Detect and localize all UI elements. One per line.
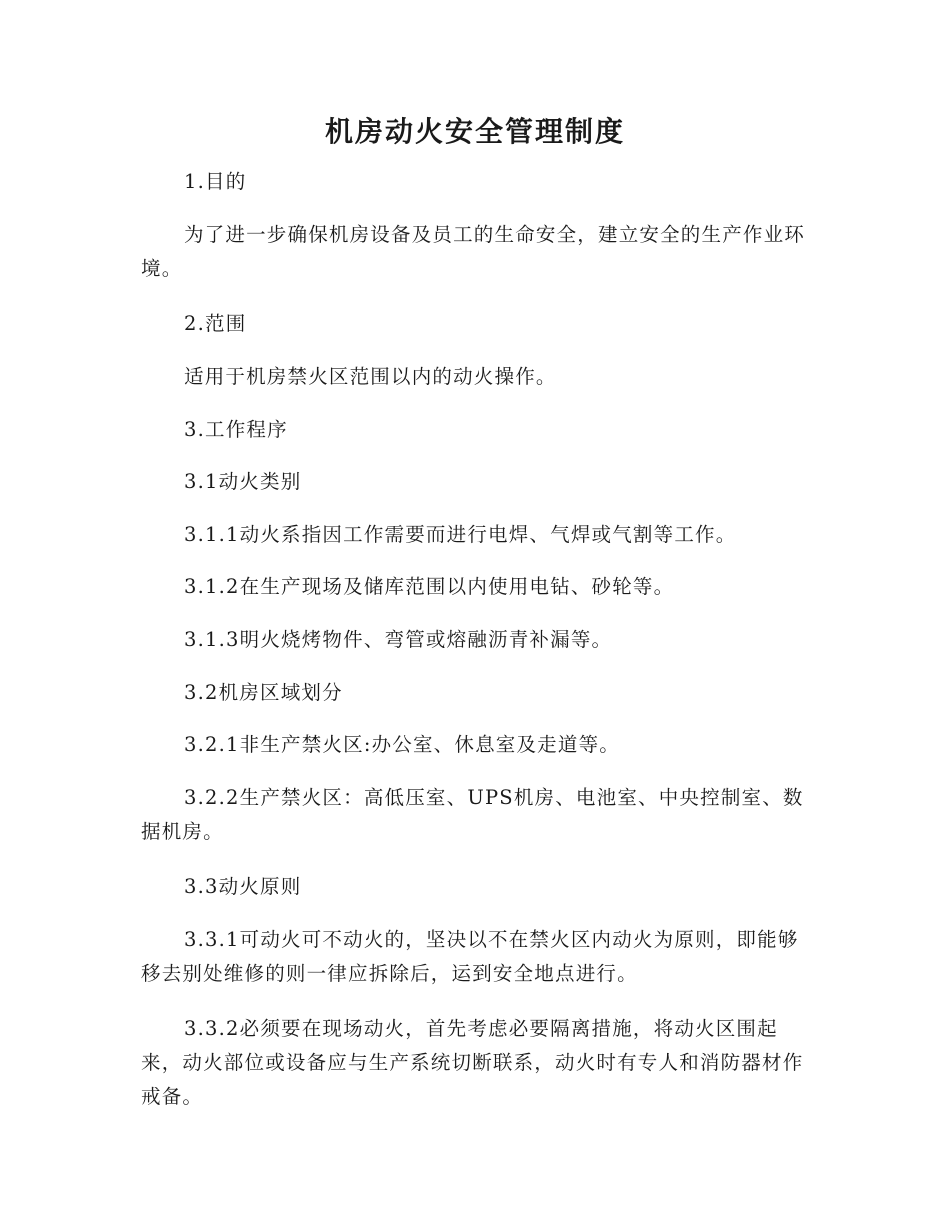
- section-heading-purpose: 1.目的: [184, 170, 247, 193]
- paragraph-3-1-3: 3.1.3明火烧烤物件、弯管或熔融沥青补漏等。: [184, 628, 613, 651]
- paragraph-3-1-1: 3.1.1动火系指因工作需要而进行电焊、气焊或气割等工作。: [184, 523, 737, 546]
- paragraph-purpose-text: 为了进一步确保机房设备及员工的生命安全，建立安全的生产作业环境。: [141, 223, 806, 280]
- document-title: 机房动火安全管理制度: [324, 115, 625, 148]
- paragraph-3-2-1: 3.2.1非生产禁火区:办公室、休息室及走道等。: [184, 733, 620, 756]
- subsection-heading-fire-types: 3.1动火类别: [184, 470, 302, 493]
- paragraph-scope-text: 适用于机房禁火区范围以内的动火操作。: [184, 365, 557, 388]
- subsection-heading-fire-principles: 3.3动火原则: [184, 875, 302, 898]
- paragraph-3-1-2: 3.1.2在生产现场及储库范围以内使用电钻、砂轮等。: [184, 575, 675, 598]
- subsection-heading-area-division: 3.2机房区域划分: [184, 681, 343, 704]
- section-heading-procedure: 3.工作程序: [184, 418, 288, 441]
- paragraph-3-3-2: 3.3.2必须要在现场动火，首先考虑必要隔离措施，将动火区围起来，动火部位或设备应与生产系统切断联系，动火时有专人和消防器材作戒备。: [141, 1017, 804, 1108]
- section-heading-scope: 2.范围: [184, 312, 247, 335]
- paragraph-3-3-1: 3.3.1可动火可不动火的，坚决以不在禁火区内动火为原则，即能够移去别处维修的则一律应拆除后，运到安全地点进行。: [141, 928, 799, 985]
- paragraph-3-2-2: 3.2.2生产禁火区：高低压室、UPS机房、电池室、中央控制室、数据机房。: [141, 786, 804, 843]
